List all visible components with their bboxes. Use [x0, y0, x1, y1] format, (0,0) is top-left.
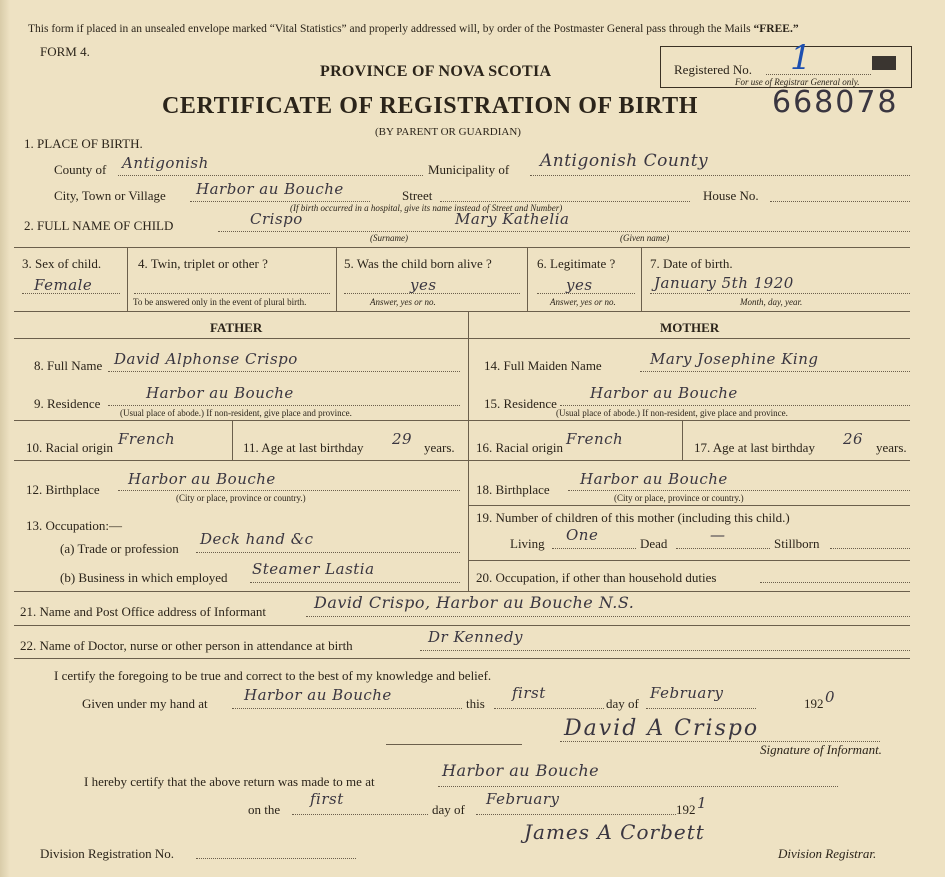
- street-line: [440, 201, 690, 202]
- father-residence-note: (Usual place of abode.) If non-resident, give place and province.: [120, 408, 352, 418]
- stillborn-label: Stillborn: [774, 536, 820, 551]
- sex-label: 3. Sex of child.: [22, 256, 102, 271]
- registrar-day-value: first: [310, 790, 344, 808]
- father-name-line: [108, 371, 460, 372]
- mother-occupation-line: [760, 582, 910, 583]
- doctor-line: [420, 650, 910, 651]
- informant-signature: David A Crispo: [564, 716, 760, 741]
- given-month-value: February: [650, 684, 724, 702]
- rule-v4: [641, 247, 642, 311]
- registrar-year-prefix: 192: [676, 802, 696, 817]
- father-age-value: 29: [392, 430, 413, 448]
- mother-name-value: Mary Josephine King: [650, 350, 819, 368]
- rule-short: [386, 744, 522, 745]
- given-day-line: [494, 708, 604, 709]
- date-line: [650, 293, 910, 294]
- registrar-place-line: [438, 786, 838, 787]
- house-label: House No.: [703, 188, 759, 203]
- registered-value: 1: [790, 38, 813, 78]
- county-line: [118, 175, 423, 176]
- doctor-value: Dr Kennedy: [428, 628, 523, 646]
- children-label: 19. Number of children of this mother (including this child.): [476, 510, 790, 525]
- rule-parents-heading: [14, 338, 910, 339]
- rule-parents-bottom: [14, 591, 910, 592]
- mother-residence-note: (Usual place of abode.) If non-resident, give place and province.: [556, 408, 788, 418]
- registered-label: Registered No.: [674, 62, 752, 77]
- form-number: FORM 4.: [40, 44, 90, 59]
- province-title: PROVINCE OF NOVA SCOTIA: [320, 63, 552, 80]
- certificate-number: 668078: [772, 85, 899, 120]
- given-month-line: [646, 708, 756, 709]
- business-line: [250, 582, 460, 583]
- surname-note: (Surname): [370, 233, 408, 243]
- registered-note: For use of Registrar General only.: [735, 77, 860, 87]
- business-label: (b) Business in which employed: [60, 570, 228, 585]
- registrar-signature: James A Corbett: [524, 820, 705, 844]
- sex-value: Female: [34, 276, 93, 294]
- registrar-month-value: February: [486, 790, 560, 808]
- mother-heading: MOTHER: [660, 320, 720, 335]
- mail-notice: [28, 22, 799, 37]
- given-year-prefix: 192: [804, 696, 824, 711]
- legitimate-value: yes: [566, 276, 593, 294]
- child-name-line: [218, 231, 910, 232]
- registrar-year-value: 1: [697, 794, 708, 812]
- mother-residence-value: Harbor au Bouche: [590, 384, 738, 402]
- given-place-line: [232, 708, 462, 709]
- mother-birthplace-label: 18. Birthplace: [476, 482, 550, 497]
- city-value: Harbor au Bouche: [196, 180, 344, 198]
- certify-statement: I certify the foregoing to be true and correct to the best of my knowledge and belief.: [54, 668, 492, 683]
- rule-v1: [127, 247, 128, 311]
- county-label: County of: [54, 162, 107, 177]
- certificate-subtitle: (BY PARENT OR GUARDIAN): [375, 126, 521, 138]
- mother-occupation-label: 20. Occupation, if other than household duties: [476, 570, 717, 585]
- mother-racial-value: French: [566, 430, 624, 448]
- date-note: Month, day, year.: [740, 297, 803, 307]
- twin-label: 4. Twin, triplet or other ?: [138, 256, 268, 271]
- rule-children: [468, 560, 910, 561]
- rule-row3-top: [14, 247, 910, 248]
- dead-label: Dead: [640, 536, 668, 551]
- father-heading: FATHER: [210, 320, 263, 335]
- registrar-statement: I hereby certify that the above return was made to me at: [84, 774, 375, 789]
- mother-birthplace-line: [568, 490, 910, 491]
- registered-line: [766, 74, 871, 75]
- father-age-label: 11. Age at last birthday: [243, 440, 364, 455]
- redacted-mark: [872, 56, 896, 70]
- rule-v3: [527, 247, 528, 311]
- given-under-label: Given under my hand at: [82, 696, 208, 711]
- child-name-label: 2. FULL NAME OF CHILD: [24, 218, 174, 233]
- dead-value: —: [710, 526, 726, 544]
- alive-line: [344, 293, 520, 294]
- street-label: Street: [402, 188, 433, 203]
- mother-age-label: 17. Age at last birthday: [694, 440, 815, 455]
- rule-father-racial: [232, 420, 233, 460]
- father-name-value: David Alphonse Crispo: [114, 350, 298, 368]
- municipality-label: Municipality of: [428, 162, 510, 177]
- rule-doctor: [14, 658, 910, 659]
- legitimate-line: [537, 293, 635, 294]
- father-residence-label: 9. Residence: [34, 396, 101, 411]
- father-residence-value: Harbor au Bouche: [146, 384, 294, 402]
- informant-signature-label: Signature of Informant.: [760, 742, 882, 757]
- informant-label: 21. Name and Post Office address of Informant: [20, 604, 266, 619]
- house-line: [770, 201, 910, 202]
- child-surname: Crispo: [250, 210, 303, 228]
- father-birthplace-note: (City or place, province or country.): [176, 493, 306, 503]
- alive-label: 5. Was the child born alive ?: [344, 256, 492, 271]
- child-given-name: Mary Kathelia: [455, 210, 570, 228]
- father-occupation-label: 13. Occupation:—: [26, 518, 123, 533]
- rule-parents-divider: [468, 311, 469, 591]
- father-birthplace-label: 12. Birthplace: [26, 482, 100, 497]
- given-day-value: first: [512, 684, 546, 702]
- stillborn-line: [830, 548, 910, 549]
- municipality-value: Antigonish County: [540, 151, 709, 171]
- street-note: (If birth occurred in a hospital, give its name instead of Street and Number): [290, 203, 563, 213]
- division-number-label: Division Registration No.: [40, 846, 174, 861]
- alive-note: Answer, yes or no.: [370, 297, 436, 307]
- legitimate-note: Answer, yes or no.: [550, 297, 616, 307]
- given-day-of-label: day of: [606, 696, 639, 711]
- trade-label: (a) Trade or profession: [60, 541, 179, 556]
- this-label: this: [466, 696, 485, 711]
- rule-mother-birthplace: [468, 505, 910, 506]
- division-registrar-label: Division Registrar.: [778, 846, 877, 861]
- date-label: 7. Date of birth.: [650, 256, 733, 271]
- twin-note: To be answered only in the event of plural birth.: [133, 297, 307, 307]
- mother-name-line: [640, 371, 910, 372]
- municipality-line: [530, 175, 910, 176]
- date-value: January 5th 1920: [654, 274, 794, 292]
- business-value: Steamer Lastia: [252, 560, 375, 578]
- father-birthplace-value: Harbor au Bouche: [128, 470, 276, 488]
- dead-line: [676, 548, 770, 549]
- mail-notice-text: This form if placed in an unsealed envelope marked “Vital Statistics” and properly addressed will, by order of the Postmaster General pass through the Mails: [28, 23, 751, 35]
- father-birthplace-line: [118, 490, 460, 491]
- given-note: (Given name): [620, 233, 670, 243]
- father-racial-label: 10. Racial origin: [26, 440, 114, 455]
- father-residence-line: [108, 405, 460, 406]
- mother-name-label: 14. Full Maiden Name: [484, 358, 602, 373]
- mother-years: years.: [876, 440, 907, 455]
- registrar-month-line: [476, 814, 676, 815]
- rule-racial: [14, 460, 910, 461]
- mother-racial-label: 16. Racial origin: [476, 440, 564, 455]
- informant-line: [306, 616, 910, 617]
- living-value: One: [566, 526, 599, 544]
- rule-informant: [14, 625, 910, 626]
- rule-mother-racial: [682, 420, 683, 460]
- trade-line: [196, 552, 460, 553]
- registrar-on-label: on the: [248, 802, 281, 817]
- mother-residence-label: 15. Residence: [484, 396, 557, 411]
- registrar-place-value: Harbor au Bouche: [442, 761, 600, 780]
- given-year-value: 0: [825, 688, 836, 706]
- rule-residence: [14, 420, 910, 421]
- living-line: [552, 548, 636, 549]
- trade-value: Deck hand &c: [200, 530, 314, 548]
- rule-v2: [336, 247, 337, 311]
- free-label: “FREE.”: [753, 23, 799, 35]
- legitimate-label: 6. Legitimate ?: [537, 256, 616, 271]
- twin-line: [134, 293, 330, 294]
- county-value: Antigonish: [122, 154, 209, 172]
- mother-age-value: 26: [843, 430, 864, 448]
- given-place-value: Harbor au Bouche: [244, 686, 392, 704]
- father-years: years.: [424, 440, 455, 455]
- mother-birthplace-note: (City or place, province or country.): [614, 493, 744, 503]
- mother-birthplace-value: Harbor au Bouche: [580, 470, 728, 488]
- father-racial-value: French: [118, 430, 176, 448]
- father-name-label: 8. Full Name: [34, 358, 103, 373]
- registrar-day-of-label: day of: [432, 802, 465, 817]
- doctor-label: 22. Name of Doctor, nurse or other person in attendance at birth: [20, 638, 353, 653]
- informant-value: David Crispo, Harbor au Bouche N.S.: [314, 593, 635, 612]
- rule-row3-bottom: [14, 311, 910, 312]
- page-edge: [0, 0, 10, 877]
- place-heading: 1. PLACE OF BIRTH.: [24, 136, 143, 151]
- certificate-title: CERTIFICATE OF REGISTRATION OF BIRTH: [162, 93, 698, 119]
- mother-residence-line: [560, 405, 910, 406]
- city-line: [190, 201, 370, 202]
- city-label: City, Town or Village: [54, 188, 166, 203]
- registrar-day-line: [292, 814, 428, 815]
- sex-line: [22, 293, 120, 294]
- alive-value: yes: [410, 276, 437, 294]
- living-label: Living: [510, 536, 545, 551]
- division-number-line: [196, 858, 356, 859]
